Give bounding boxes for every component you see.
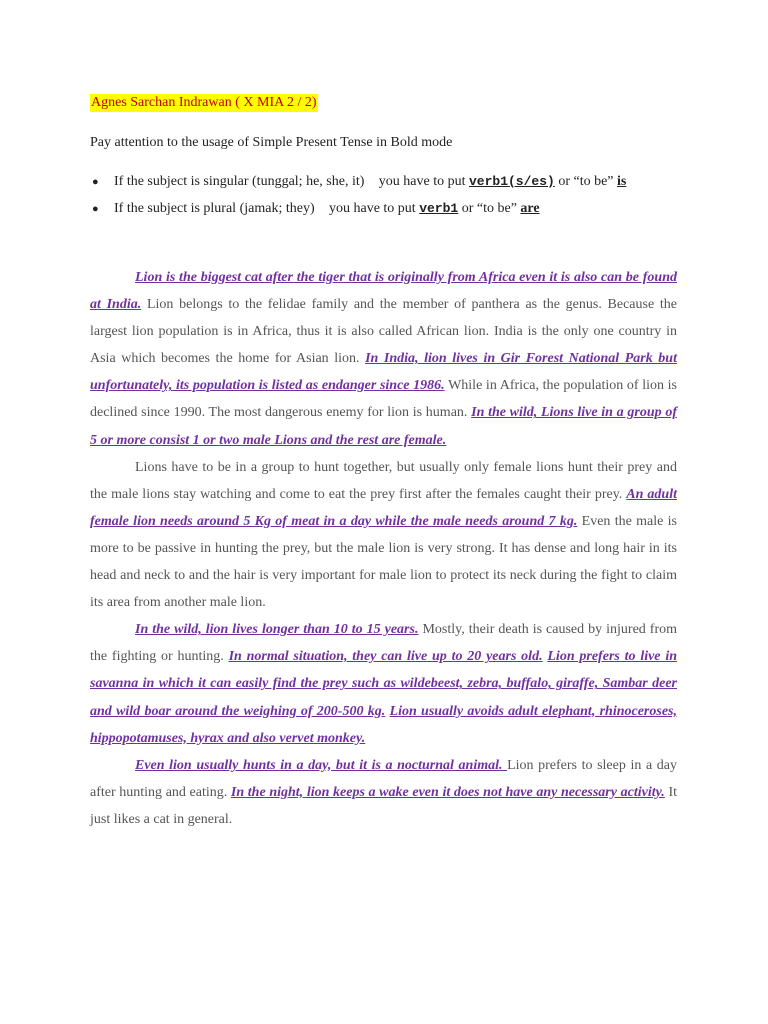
- emphasized-sentence: Lion usually avoids adult elephant, rhinoceroses, hippopotamuses, hyrax and also vervet monkey.: [90, 703, 677, 746]
- emphasized-sentence: An adult female lion needs around 5 Kg of meat in a day while the male needs around 7 kg.: [90, 486, 677, 529]
- essay-paragraph: [90, 264, 677, 454]
- essay-paragraph: [90, 454, 677, 617]
- essay-paragraph: [90, 616, 677, 751]
- emphasized-sentence: Lion is the biggest cat after the tiger that is originally from Africa even it is also can be found at India.: [90, 270, 677, 313]
- rule-prefix: If the subject is plural (jamak; they)  you have to put: [114, 201, 420, 216]
- essay-paragraph: [90, 752, 677, 833]
- plain-text: Even the male is more to be passive in hunting the prey, but the male lion is very strong. It has dense and long hair in its head and neck to and the hair is very important for male lion to protect its neck during the fight to claim its area from another male lion.: [90, 513, 677, 611]
- bullet-icon: ●: [92, 203, 99, 215]
- essay-body: [90, 264, 677, 833]
- emphasized-sentence: Even lion usually hunts in a day, but it is a nocturnal animal.: [135, 757, 508, 773]
- rule-verb: verb1: [419, 201, 459, 216]
- emphasized-sentence: Lion prefers to live in savanna in which it can easily find the prey such as wildebeest, zebra, buffalo, giraffe, Sambar deer and wild boar around the weighing of 200-500 kg.: [90, 649, 677, 719]
- plain-text: While in Africa, the population of lion is declined since 1990. The most dangerous enemy for lion is human.: [90, 378, 678, 421]
- rule-singular: [92, 173, 627, 191]
- plain-text: Lions have to be in a group to hunt together, but usually only female lions hunt their prey and the male lions stay watching and come to eat the prey first after the females caught their prey.: [90, 459, 677, 502]
- emphasized-sentence: In the wild, Lions live in a group of 5 or more consist 1 or two male Lions and the rest are female.: [90, 405, 677, 448]
- rule-middle: or “to be”: [458, 201, 521, 216]
- rule-tobe: is: [617, 174, 627, 189]
- emphasized-sentence: In the night, lion keeps a wake even it does not have any necessary activity.: [230, 784, 665, 800]
- rule-plural: [92, 200, 540, 218]
- rule-prefix: If the subject is singular (tunggal; he, she, it)  you have to put: [114, 174, 469, 189]
- bullet-icon: ●: [92, 176, 99, 188]
- student-name-heading: Agnes Sarchan Indrawan ( X MIA 2 / 2): [91, 95, 317, 110]
- rule-middle: or “to be”: [554, 174, 618, 189]
- emphasized-sentence: In normal situation, they can live up to 20 years old.: [228, 649, 543, 665]
- instruction-text: Pay attention to the usage of Simple Present Tense in Bold mode: [90, 135, 453, 150]
- rule-verb: verb1(s/es): [468, 174, 555, 189]
- plain-text: Lion prefers to sleep in a day after hunting and eating.: [90, 757, 677, 800]
- emphasized-sentence: In India, lion lives in Gir Forest National Park but unfortunately, its population is listed as endanger since 1986.: [90, 351, 677, 394]
- rule-tobe: are: [520, 201, 540, 216]
- plain-text: Mostly, their death is caused by injured from the fighting or hunting.: [90, 622, 677, 665]
- plain-text: It just likes a cat in general.: [90, 784, 677, 827]
- emphasized-sentence: In the wild, lion lives longer than 10 to 15 years.: [135, 622, 419, 638]
- plain-text: Lion belongs to the felidae family and the member of panthera as the genus. Because the largest lion population is in Africa, thus it is also called African lion. India is the only one country in Asia which becomes the home for Asian lion.: [90, 297, 677, 367]
